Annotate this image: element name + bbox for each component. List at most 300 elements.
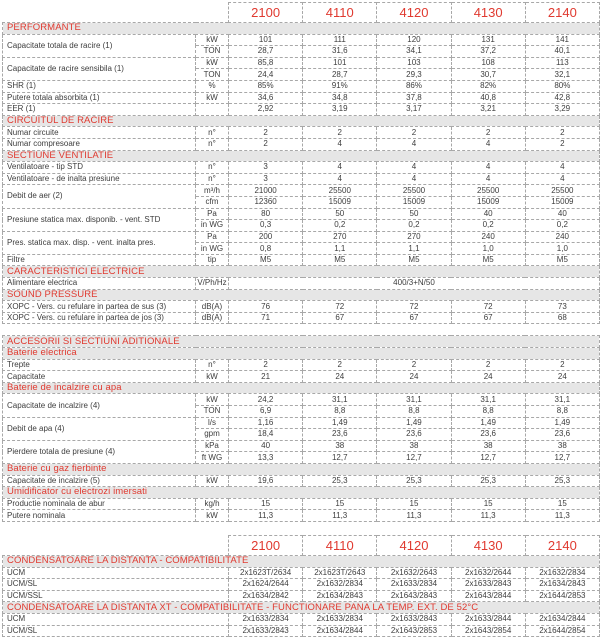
value-cell: 1,49 [303, 417, 377, 429]
value-cell: 30,7 [451, 69, 525, 81]
value-cell: 2 [303, 127, 377, 139]
row-label: Pres. statica max. disp. - vent. inalta pres. [3, 231, 196, 254]
section-header: Baterie electrica [3, 348, 600, 360]
row-label: SHR (1) [3, 80, 196, 92]
table-row [3, 613, 600, 625]
table-row [3, 498, 600, 510]
value-cell: 31,1 [303, 394, 377, 406]
value-cell: 108 [451, 57, 525, 69]
unit-cell: ft WG [196, 452, 229, 464]
table-row [3, 394, 600, 406]
value-cell: 1,1 [303, 243, 377, 255]
value-cell: 2 [229, 127, 303, 139]
value-cell: 8,8 [451, 406, 525, 418]
value-cell: 3,21 [451, 104, 525, 116]
value-cell: 2x1623T/2643 [303, 567, 377, 579]
table-row [3, 440, 600, 452]
value-cell: 15009 [451, 196, 525, 208]
section-header: Baterie de incalzire cu apa [3, 382, 600, 394]
value-cell: 25500 [377, 185, 451, 197]
value-cell: 11,3 [451, 510, 525, 522]
section-header: Baterie cu gaz fierbinte [3, 463, 600, 475]
value-cell: 4 [377, 162, 451, 174]
unit-cell: dB(A) [196, 301, 229, 313]
value-cell: 8,8 [303, 406, 377, 418]
model-header: 2140 [525, 535, 599, 555]
value-cell: M5 [525, 254, 599, 266]
value-cell: 0,2 [451, 220, 525, 232]
value-cell: 2 [377, 127, 451, 139]
section-row [3, 487, 600, 499]
value-cell: 85% [229, 80, 303, 92]
value-cell: 15009 [303, 196, 377, 208]
value-cell: 0,2 [303, 220, 377, 232]
value-cell: 34,8 [303, 92, 377, 104]
value-cell: 11,3 [525, 510, 599, 522]
value-cell: 2 [377, 359, 451, 371]
value-cell: 24 [525, 371, 599, 383]
unit-cell: in WG [196, 243, 229, 255]
value-cell: 21 [229, 371, 303, 383]
value-cell: 2x1632/2834 [525, 567, 599, 579]
table-row [3, 138, 600, 150]
value-cell: 120 [377, 34, 451, 46]
value-cell: 37,2 [451, 46, 525, 58]
value-cell: 1,49 [377, 417, 451, 429]
value-cell: 15 [303, 498, 377, 510]
value-cell: 25500 [525, 185, 599, 197]
value-cell: 13,3 [229, 452, 303, 464]
value-cell: 270 [377, 231, 451, 243]
value-cell: 2 [303, 359, 377, 371]
unit-cell [196, 104, 229, 116]
unit-cell: m³/h [196, 185, 229, 197]
value-cell: 2x1643/2844 [451, 590, 525, 602]
value-cell: 12,7 [525, 452, 599, 464]
value-cell: 2 [451, 127, 525, 139]
spec-table [2, 2, 600, 522]
value-cell: 72 [377, 301, 451, 313]
value-cell: 23,6 [525, 429, 599, 441]
value-cell: 25500 [451, 185, 525, 197]
row-label: Debit de apa (4) [3, 417, 196, 440]
value-cell: 4 [303, 138, 377, 150]
row-label: UCM/SL [3, 579, 229, 591]
value-cell: 28,7 [303, 69, 377, 81]
value-cell: 1,16 [229, 417, 303, 429]
section-row [3, 382, 600, 394]
unit-cell: l/s [196, 417, 229, 429]
value-cell: 15009 [377, 196, 451, 208]
value-cell: 2x1634/2842 [229, 590, 303, 602]
value-cell: 25,3 [303, 475, 377, 487]
value-cell: 82% [451, 80, 525, 92]
section-header: CIRCUITUL DE RACIRE [3, 115, 600, 127]
section-header: PERFORMANTE [3, 23, 600, 35]
row-label: UCM/SL [3, 625, 229, 637]
value-cell: 38 [303, 440, 377, 452]
value-cell: 1,49 [525, 417, 599, 429]
row-label: XOPC - Vers. cu refulare in partea de jos (3) [3, 312, 196, 324]
value-cell: 2x1633/2843 [451, 579, 525, 591]
table-row [3, 510, 600, 522]
row-label: Capacitate totala de racire (1) [3, 34, 196, 57]
value-cell: 24 [303, 371, 377, 383]
value-cell: M5 [303, 254, 377, 266]
unit-cell: kW [196, 394, 229, 406]
unit-cell: kW [196, 371, 229, 383]
row-label: Capacitate de incalzire (5) [3, 475, 196, 487]
value-cell: 67 [451, 312, 525, 324]
section-header: ACCESORII SI SECTIUNI ADITIONALE [3, 336, 600, 348]
table-row [3, 254, 600, 266]
unit-cell: n° [196, 173, 229, 185]
value-cell: 25,3 [451, 475, 525, 487]
value-cell: 2x1633/2843 [377, 613, 451, 625]
value-cell: 34,1 [377, 46, 451, 58]
unit-cell: TON [196, 46, 229, 58]
value-cell: 34,6 [229, 92, 303, 104]
section-row [3, 555, 600, 567]
value-cell: 15 [377, 498, 451, 510]
value-cell: 240 [451, 231, 525, 243]
row-label: Numar circuite [3, 127, 196, 139]
section-header: SOUND PRESSURE [3, 289, 600, 301]
value-cell: 38 [451, 440, 525, 452]
row-label: Capacitate de incalzire (4) [3, 394, 196, 417]
value-cell: 67 [303, 312, 377, 324]
section-row [3, 602, 600, 614]
value-cell: 91% [303, 80, 377, 92]
table-row [3, 475, 600, 487]
value-cell: 1,1 [377, 243, 451, 255]
value-cell: 80% [525, 80, 599, 92]
section-header: CONDENSATOARE LA DISTANTA XT - COMPATIBILITATE - FUNCTIONARE PANA LA TEMP. EXT. DE 52°C [3, 602, 600, 614]
header-spacer [3, 3, 229, 23]
table-row [3, 301, 600, 313]
row-label: Numar compresoare [3, 138, 196, 150]
unit-cell: kW [196, 57, 229, 69]
value-cell: 31,6 [303, 46, 377, 58]
section-row [3, 115, 600, 127]
section-header: CONDENSATOARE LA DISTANTA - COMPATIBILITATE [3, 555, 600, 567]
value-cell: 11,3 [377, 510, 451, 522]
unit-cell: tip [196, 254, 229, 266]
row-label: UCM [3, 567, 229, 579]
value-cell: 19,6 [229, 475, 303, 487]
value-cell: 12,7 [451, 452, 525, 464]
value-cell: 2 [229, 138, 303, 150]
value-cell: 38 [525, 440, 599, 452]
value-cell: 3 [229, 173, 303, 185]
section-row [3, 266, 600, 278]
row-label: Filtre [3, 254, 196, 266]
model-header: 4130 [451, 3, 525, 23]
unit-cell: kg/h [196, 498, 229, 510]
row-label: Putere nominala [3, 510, 196, 522]
value-cell: 23,6 [451, 429, 525, 441]
value-cell: 4 [451, 173, 525, 185]
value-cell: 400/3+N/50 [229, 278, 600, 290]
value-cell: 2 [229, 359, 303, 371]
value-cell: 4 [525, 173, 599, 185]
model-header: 4120 [377, 535, 451, 555]
table-row [3, 625, 600, 637]
unit-cell: n° [196, 127, 229, 139]
section-row [3, 150, 600, 162]
value-cell: 72 [451, 301, 525, 313]
value-cell: 18,4 [229, 429, 303, 441]
value-cell: 68 [525, 312, 599, 324]
value-cell: 31,1 [525, 394, 599, 406]
value-cell: 80 [229, 208, 303, 220]
value-cell: 0,8 [229, 243, 303, 255]
value-cell: 40 [525, 208, 599, 220]
unit-cell: cfm [196, 196, 229, 208]
unit-cell: kW [196, 475, 229, 487]
unit-cell: TON [196, 406, 229, 418]
value-cell: 24,2 [229, 394, 303, 406]
value-cell: 85,8 [229, 57, 303, 69]
row-label: Trepte [3, 359, 196, 371]
value-cell: 3,19 [303, 104, 377, 116]
value-cell: 21000 [229, 185, 303, 197]
model-header: 2100 [229, 535, 303, 555]
row-label: Pierdere totala de presiune (4) [3, 440, 196, 463]
model-header-row [3, 3, 600, 23]
value-cell: 101 [303, 57, 377, 69]
model-header: 4110 [303, 535, 377, 555]
table-row [3, 231, 600, 243]
value-cell: 12,7 [303, 452, 377, 464]
value-cell: 42,8 [525, 92, 599, 104]
value-cell: 40,1 [525, 46, 599, 58]
value-cell: 2x1644/2853 [525, 590, 599, 602]
value-cell: 12360 [229, 196, 303, 208]
value-cell: 11,3 [229, 510, 303, 522]
section-row [3, 348, 600, 360]
value-cell: 270 [303, 231, 377, 243]
value-cell: 29,3 [377, 69, 451, 81]
value-cell: 15 [451, 498, 525, 510]
row-label: Ventilatoare - de inalta presiune [3, 173, 196, 185]
model-header: 4110 [303, 3, 377, 23]
value-cell: 8,8 [377, 406, 451, 418]
value-cell: 0,2 [377, 220, 451, 232]
value-cell: 2x1624/2644 [229, 579, 303, 591]
value-cell: 4 [525, 162, 599, 174]
model-header: 4130 [451, 535, 525, 555]
model-header: 2100 [229, 3, 303, 23]
value-cell: 2x1634/2844 [303, 625, 377, 637]
unit-cell: dB(A) [196, 312, 229, 324]
value-cell: 15 [229, 498, 303, 510]
value-cell: 86% [377, 80, 451, 92]
table-row [3, 80, 600, 92]
table-row [3, 208, 600, 220]
value-cell: 2x1632/2644 [451, 567, 525, 579]
unit-cell: V/Ph/Hz [197, 278, 227, 288]
section-header: Umidificator cu electrozi imersati [3, 487, 600, 499]
gap-row [3, 324, 600, 336]
value-cell: 31,1 [451, 394, 525, 406]
table-row [3, 173, 600, 185]
table-row [3, 127, 600, 139]
row-label: Debit de aer (2) [3, 185, 196, 208]
value-cell: 2x1633/2844 [451, 613, 525, 625]
unit-cell: Pa [196, 231, 229, 243]
value-cell: 37,8 [377, 92, 451, 104]
value-cell: 3,17 [377, 104, 451, 116]
unit-cell: kPa [196, 440, 229, 452]
table-row [3, 34, 600, 46]
value-cell: 2x1634/2843 [303, 590, 377, 602]
table-row [3, 278, 600, 290]
value-cell: 2 [525, 127, 599, 139]
value-cell: M5 [451, 254, 525, 266]
value-cell: 50 [377, 208, 451, 220]
table-row [3, 185, 600, 197]
value-cell: 1,0 [525, 243, 599, 255]
table-row [3, 371, 600, 383]
value-cell: M5 [229, 254, 303, 266]
value-cell: 101 [229, 34, 303, 46]
unit-cell: % [196, 80, 229, 92]
value-cell: 3 [229, 162, 303, 174]
row-label: XOPC - Vers. cu refulare in partea de sus (3) [3, 301, 196, 313]
value-cell: 240 [525, 231, 599, 243]
unit-cell: kW [196, 510, 229, 522]
value-cell: 2x1643/2854 [451, 625, 525, 637]
value-cell: 2x1644/2854 [525, 625, 599, 637]
row-label: Presiune statica max. disponib. - vent. STD [3, 208, 196, 231]
value-cell: 0,2 [525, 220, 599, 232]
row-label: Ventilatoare - tip STD [3, 162, 196, 174]
value-cell: 40 [451, 208, 525, 220]
value-cell: 2 [525, 138, 599, 150]
row-label: Putere totala absorbita (1) [3, 92, 196, 104]
unit-cell: n° [196, 359, 229, 371]
model-header-row [3, 535, 600, 555]
value-cell: 50 [303, 208, 377, 220]
value-cell: 0,3 [229, 220, 303, 232]
value-cell: 2x1634/2843 [525, 579, 599, 591]
row-label: Alimentare electrica [3, 278, 196, 290]
condenser-table [2, 535, 600, 637]
gap-spacer [3, 324, 600, 336]
section-header: SECTIUNE VENTILATIE [3, 150, 600, 162]
value-cell: 11,3 [303, 510, 377, 522]
unit-cell: in WG [196, 220, 229, 232]
value-cell: 28,7 [229, 46, 303, 58]
value-cell: 2x1623T/2634 [229, 567, 303, 579]
value-cell: 141 [525, 34, 599, 46]
value-cell: 111 [303, 34, 377, 46]
unit-cell: kW [196, 92, 229, 104]
value-cell: 8,8 [525, 406, 599, 418]
value-cell: 23,6 [377, 429, 451, 441]
model-header: 4120 [377, 3, 451, 23]
value-cell: 71 [229, 312, 303, 324]
section-header: CARACTERISTICI ELECTRICE [3, 266, 600, 278]
value-cell: 4 [303, 173, 377, 185]
value-cell: 38 [377, 440, 451, 452]
condenser-table-body [3, 535, 600, 636]
value-cell: 1,0 [451, 243, 525, 255]
value-cell: 200 [229, 231, 303, 243]
value-cell: 131 [451, 34, 525, 46]
value-cell: 103 [377, 57, 451, 69]
value-cell: 4 [303, 162, 377, 174]
value-cell: 2x1634/2844 [525, 613, 599, 625]
value-cell: 4 [451, 138, 525, 150]
unit-cell: TON [196, 69, 229, 81]
value-cell: 113 [525, 57, 599, 69]
table-row [3, 359, 600, 371]
value-cell: 72 [303, 301, 377, 313]
value-cell: 67 [377, 312, 451, 324]
row-label: EER (1) [3, 104, 196, 116]
value-cell: 12,7 [377, 452, 451, 464]
value-cell: 40 [229, 440, 303, 452]
unit-cell: n° [196, 162, 229, 174]
value-cell: 32,1 [525, 69, 599, 81]
unit-cell: gpm [196, 429, 229, 441]
value-cell: 15009 [525, 196, 599, 208]
section-row [3, 289, 600, 301]
value-cell: 2x1633/2834 [377, 579, 451, 591]
section-row [3, 463, 600, 475]
value-cell: 2 [525, 359, 599, 371]
value-cell: 2x1633/2843 [229, 625, 303, 637]
value-cell: 24 [377, 371, 451, 383]
table-row [3, 417, 600, 429]
value-cell: 2x1633/2834 [229, 613, 303, 625]
table-row [3, 92, 600, 104]
table-row [3, 104, 600, 116]
model-header: 2140 [525, 3, 599, 23]
row-label: UCM [3, 613, 229, 625]
table-row [3, 567, 600, 579]
value-cell: 25,3 [525, 475, 599, 487]
section-row [3, 23, 600, 35]
value-cell: 76 [229, 301, 303, 313]
table-row [3, 579, 600, 591]
value-cell: 1,49 [451, 417, 525, 429]
unit-cell: n° [196, 138, 229, 150]
value-cell: 25,3 [377, 475, 451, 487]
value-cell: 6,9 [229, 406, 303, 418]
spec-table-body [3, 3, 600, 522]
value-cell: 4 [377, 173, 451, 185]
value-cell: 3,29 [525, 104, 599, 116]
value-cell: 2x1643/2853 [377, 625, 451, 637]
value-cell: 2x1643/2843 [377, 590, 451, 602]
value-cell: 40,8 [451, 92, 525, 104]
table-row [3, 57, 600, 69]
table-row [3, 162, 600, 174]
value-cell: 73 [525, 301, 599, 313]
value-cell: 24 [451, 371, 525, 383]
value-cell: 15 [525, 498, 599, 510]
value-cell: M5 [377, 254, 451, 266]
value-cell: 2x1633/2834 [303, 613, 377, 625]
value-cell: 4 [377, 138, 451, 150]
value-cell: 2 [451, 359, 525, 371]
row-label: UCM/SSL [3, 590, 229, 602]
value-cell: 2,92 [229, 104, 303, 116]
table-row [3, 312, 600, 324]
